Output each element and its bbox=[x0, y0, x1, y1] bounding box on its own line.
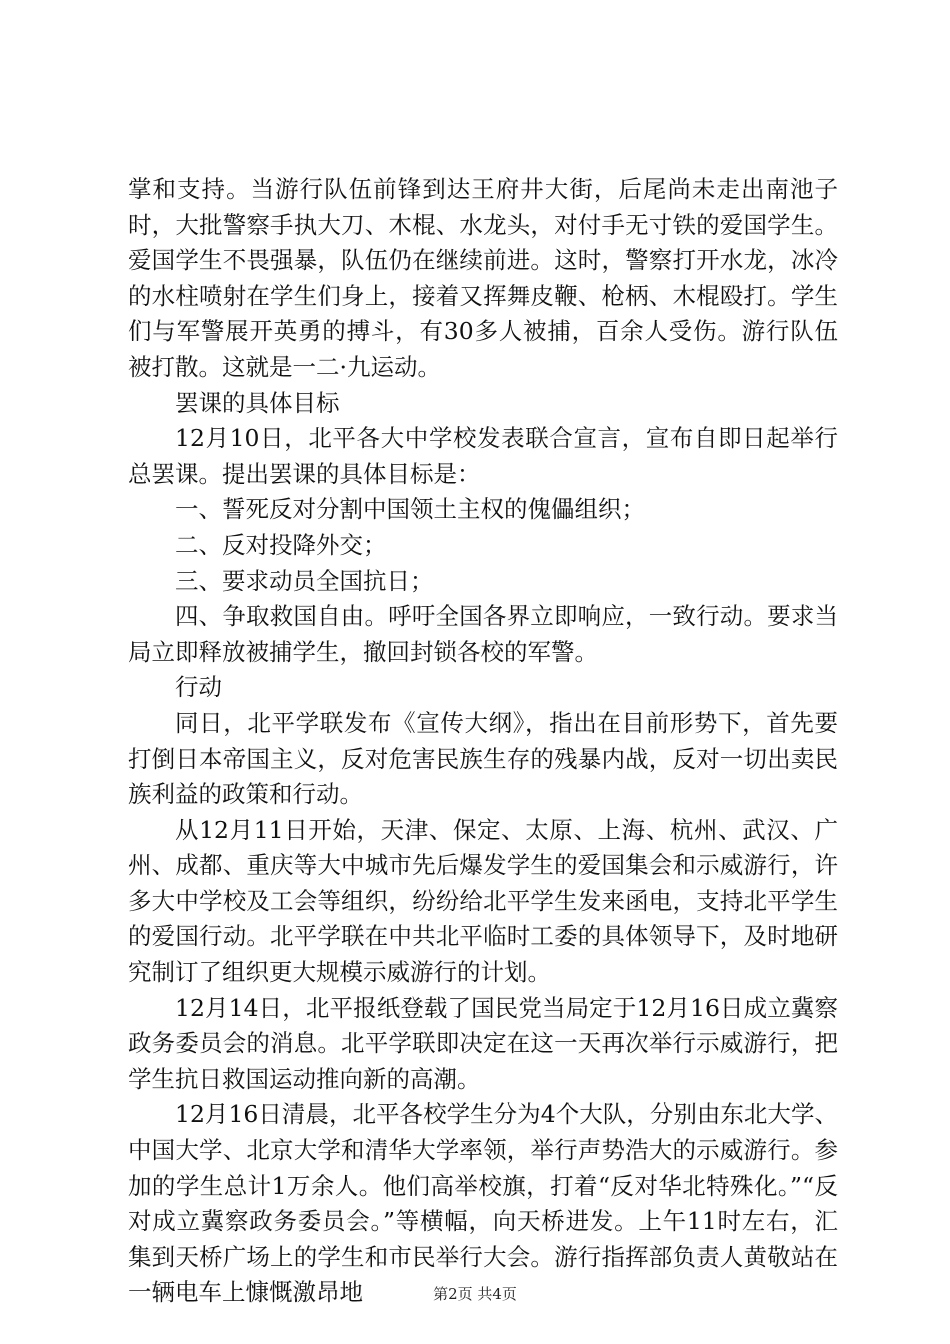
paragraph-5: 12月14日，北平报纸登载了国民党当局定于12月16日成立冀察政务委员会的消息。北平学联即决定在这一天再次举行示威游行，把学生抗日救国运动推向新的高潮。 bbox=[128, 993, 838, 1093]
paragraph-3: 同日，北平学联发布《宣传大纲》，指出在目前形势下，首先要打倒日本帝国主义，反对危害民族生存的残暴内战，反对一切出卖民族利益的政策和行动。 bbox=[128, 708, 838, 809]
list-item-goal-1: 一、誓死反对分割中国领土主权的傀儡组织； bbox=[175, 495, 645, 524]
section-heading-strike-goals: 罢课的具体目标 bbox=[175, 388, 340, 417]
document-body bbox=[128, 172, 838, 1311]
list-item-goal-3: 三、要求动员全国抗日； bbox=[175, 566, 434, 595]
paragraph-1: 掌和支持。当游行队伍前锋到达王府井大街，后尾尚未走出南池子时，大批警察手执大刀、木棍、水龙头，对付手无寸铁的爱国学生。爱国学生不畏强暴，队伍仍在继续前进。这时，警察打开水龙，冰冷的水柱喷射在学生们身上，接着又挥舞皮鞭、枪柄、木棍殴打。学生们与军警展开英勇的搏斗，有30多人被捕，百余人受伤。游行队伍被打散。这就是一二·九运动。 bbox=[128, 175, 838, 381]
section-heading-action: 行动 bbox=[175, 673, 222, 702]
list-item-goal-4: 四、争取救国自由。呼吁全国各界立即响应，一致行动。要求当局立即释放被捕学生，撤回封锁各校的军警。 bbox=[128, 602, 838, 666]
list-item-goal-2: 二、反对投降外交； bbox=[175, 530, 387, 559]
page-number-label: 第2页 共4页 bbox=[433, 1285, 517, 1303]
paragraph-6: 12月16日清晨，北平各校学生分为4个大队，分别由东北大学、中国大学、北京大学和清华大学率领，举行声势浩大的示威游行。参加的学生总计1万余人。他们高举校旗，打着“反对华北特殊化。”“反对成立冀察政务委员会。”等横幅，向天桥进发。上午11时左右，汇集到天桥广场上的学生和市民举行大会。游行指挥部负责人黄敬站在一辆电车上慷慨激昂地 bbox=[128, 1100, 838, 1307]
page-footer bbox=[0, 1284, 950, 1304]
paragraph-2: 12月10日，北平各大中学校发表联合宣言，宣布自即日起举行总罢课。提出罢课的具体目标是： bbox=[128, 424, 838, 488]
paragraph-4: 从12月11日开始，天津、保定、太原、上海、杭州、武汉、广州、成都、重庆等大中城市先后爆发学生的爱国集会和示威游行，许多大中学校及工会等组织，纷纷给北平学生发来函电，支持北平学生的爱国行动。北平学联在中共北平临时工委的具体领导下，及时地研究制订了组织更大规模示威游行的计划。 bbox=[128, 815, 838, 987]
